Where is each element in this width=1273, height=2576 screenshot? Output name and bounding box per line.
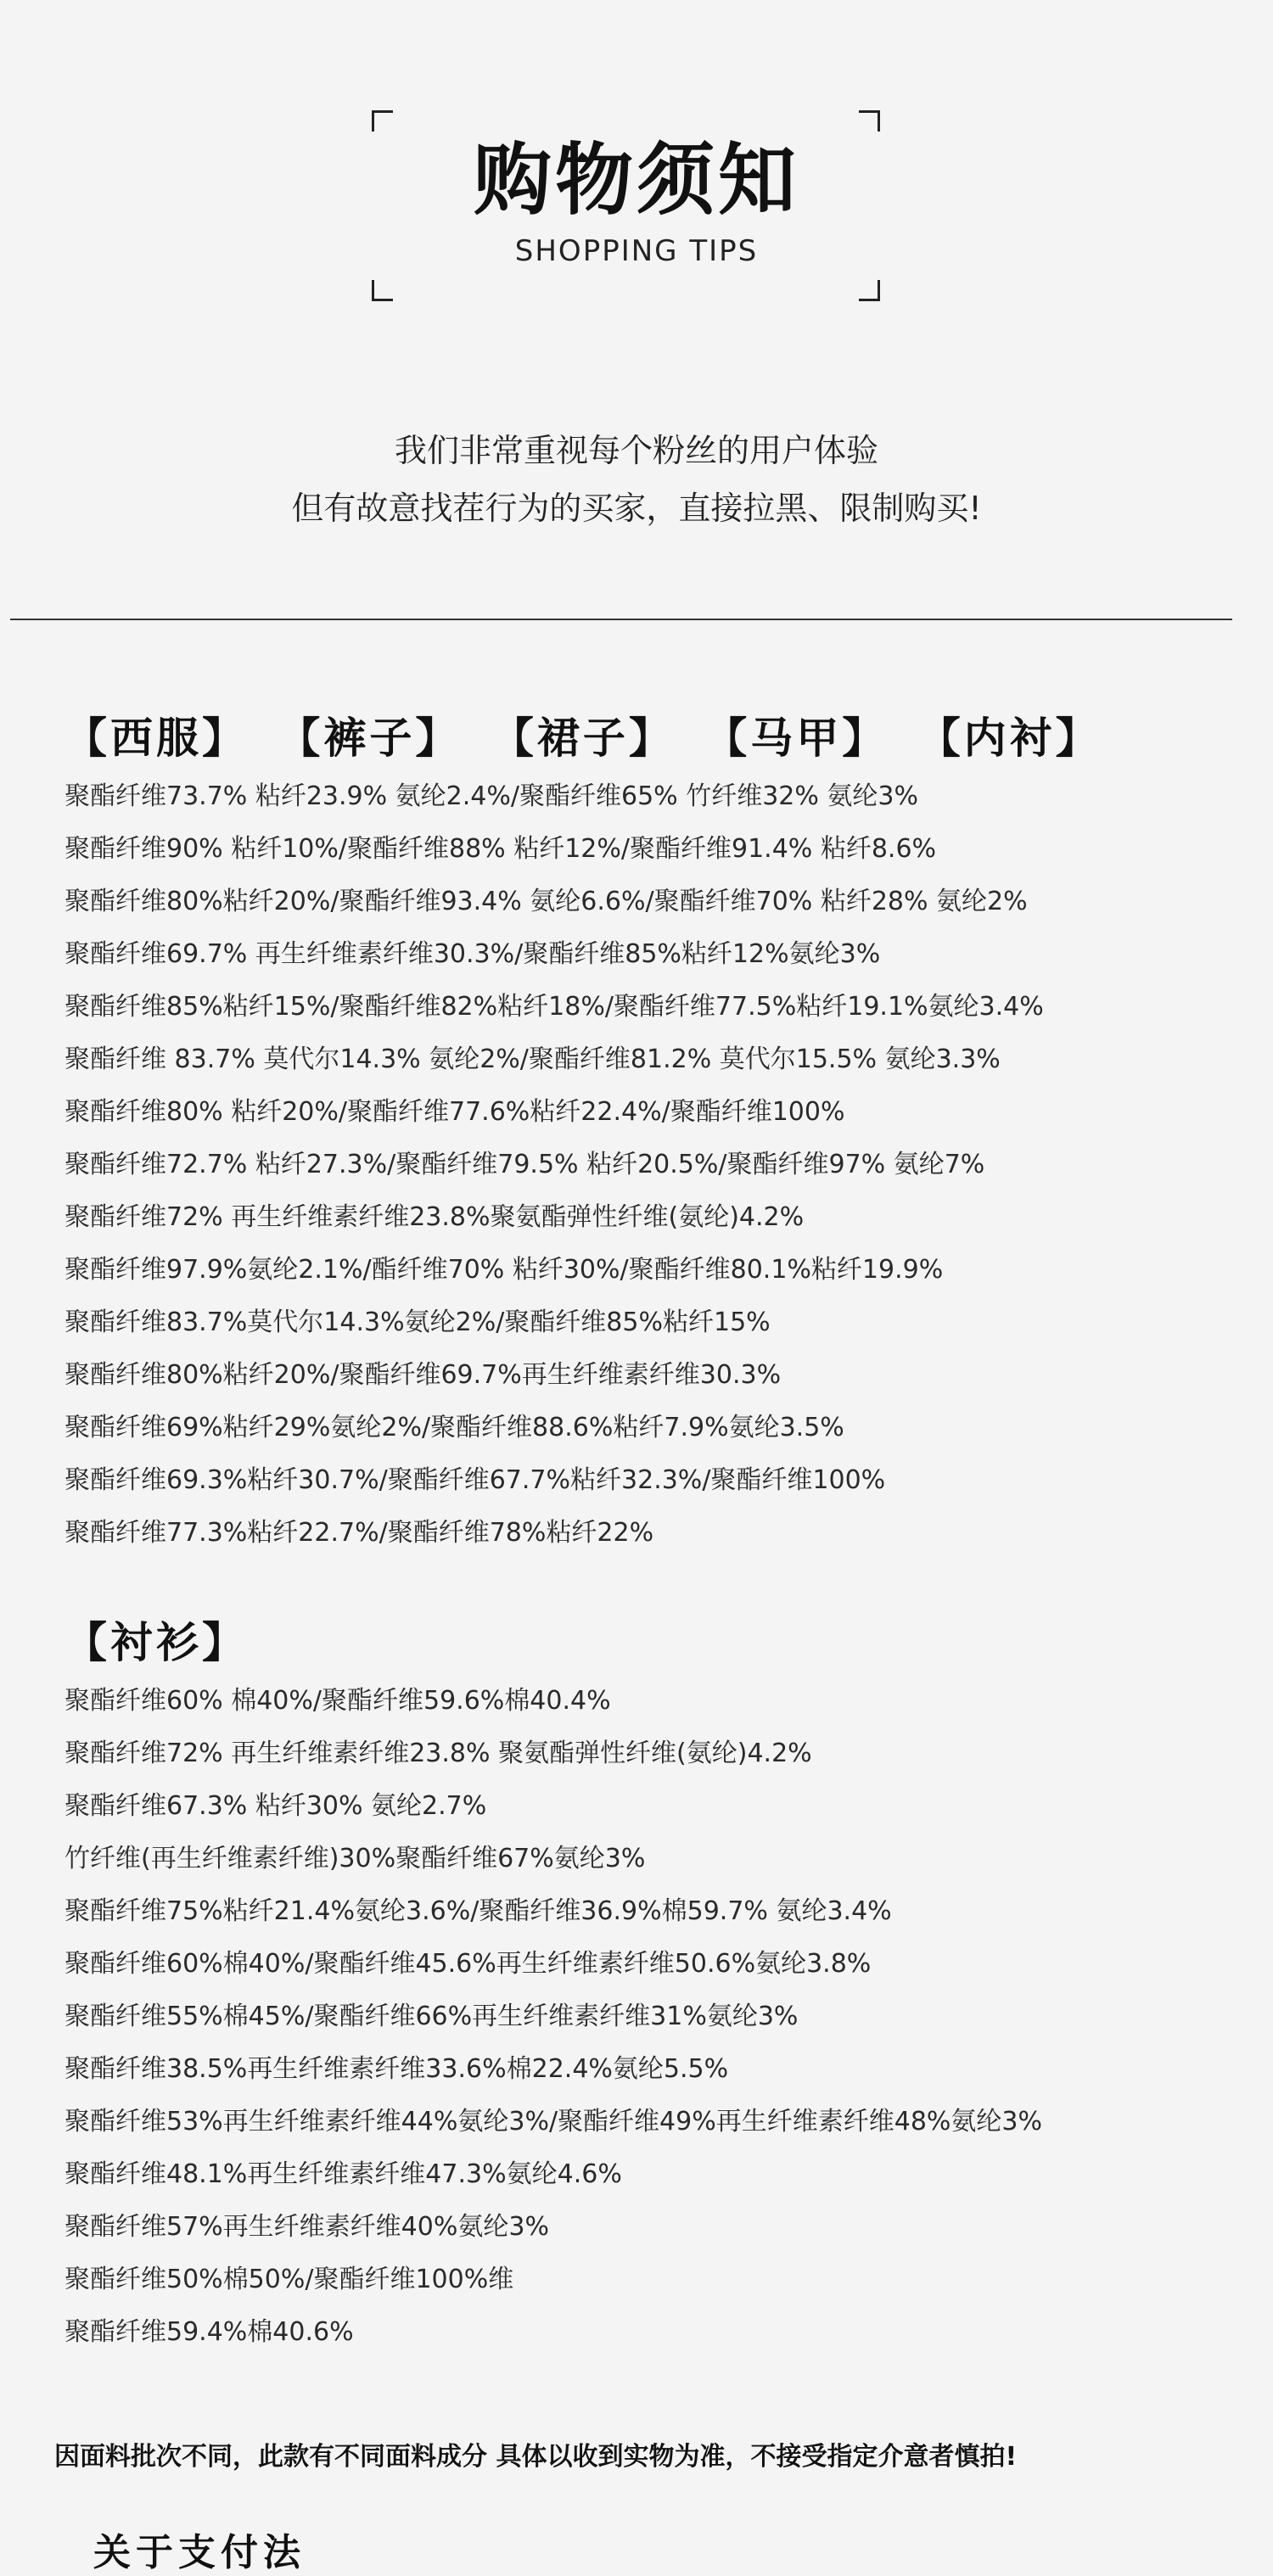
fabric-line: 聚酯纤维69.3%粘纤30.7%/聚酯纤维67.7%粘纤32.3%/聚酯纤维100% [64, 1465, 886, 1495]
fabric-line: 聚酯纤维97.9%氨纶2.1%/酯纤维70% 粘纤30%/聚酯纤维80.1%粘纤19.9% [64, 1255, 944, 1285]
suits-fabric-list [64, 770, 1113, 1560]
fabric-line: 聚酯纤维77.3%粘纤22.7%/聚酯纤维78%粘纤22% [64, 1518, 654, 1548]
shirts-heading: 【衬衫】 [64, 1618, 248, 1667]
fabric-line: 聚酯纤维69%粘纤29%氨纶2%/聚酯纤维88.6%粘纤7.9%氨纶3.5% [64, 1413, 844, 1442]
fabric-line: 聚酯纤维69.7% 再生纤维素纤维30.3%/聚酯纤维85%粘纤12%氨纶3% [64, 939, 881, 969]
shirts-fabric-list [64, 1675, 1042, 2359]
fabric-batch-notice: 因面料批次不同，此款有不同面料成分 具体以收到实物为准，不接受指定介意者慎拍! [54, 2442, 1018, 2472]
fabric-line: 聚酯纤维75%粘纤21.4%氨纶3.6%/聚酯纤维36.9%棉59.7% 氨纶3.4% [64, 1896, 892, 1926]
page-title: 购物须知 [473, 135, 799, 226]
category-lining: 【内衬】 [917, 714, 1102, 763]
fabric-line: 聚酯纤维60%棉40%/聚酯纤维45.6%再生纤维素纤维50.6%氨纶3.8% [64, 1949, 872, 1979]
next-section-heading: 关于支付法 [93, 2531, 306, 2574]
shirts-section [64, 1610, 1042, 2359]
category-pants: 【裤子】 [278, 714, 462, 763]
fabric-line: 聚酯纤维50%棉50%/聚酯纤维100%维 [64, 2265, 514, 2294]
fabric-line: 聚酯纤维73.7% 粘纤23.9% 氨纶2.4%/聚酯纤维65% 竹纤维32% 氨纶3% [64, 781, 919, 811]
fabric-line: 聚酯纤维72% 再生纤维素纤维23.8%聚氨酯弹性纤维(氨纶)4.2% [64, 1202, 805, 1232]
frame-corner-top-left [372, 110, 393, 132]
page-subtitle: SHOPPING TIPS [514, 234, 759, 268]
fabric-line: 聚酯纤维90% 粘纤10%/聚酯纤维88% 粘纤12%/聚酯纤维91.4% 粘纤8.6% [64, 834, 937, 864]
suits-section [64, 706, 1113, 1560]
fabric-line: 聚酯纤维38.5%再生纤维素纤维33.6%棉22.4%氨纶5.5% [64, 2054, 729, 2084]
fabric-line: 聚酯纤维80%粘纤20%/聚酯纤维93.4% 氨纶6.6%/聚酯纤维70% 粘纤28% 氨纶2% [64, 887, 1028, 916]
fabric-line: 聚酯纤维 83.7% 莫代尔14.3% 氨纶2%/聚酯纤维81.2% 莫代尔15.5% 氨纶3.3% [64, 1044, 1001, 1074]
suits-category-heading [64, 706, 1113, 770]
fabric-line: 聚酯纤维80%粘纤20%/聚酯纤维69.7%再生纤维素纤维30.3% [64, 1360, 782, 1390]
category-skirt: 【裙子】 [491, 714, 675, 763]
frame-corner-top-right [859, 110, 880, 132]
fabric-line: 聚酯纤维59.4%棉40.6% [64, 2317, 354, 2347]
category-vest: 【马甲】 [704, 714, 889, 763]
frame-corner-bottom-left [372, 280, 393, 301]
category-suit: 【西服】 [64, 714, 248, 763]
fabric-line: 聚酯纤维60% 棉40%/聚酯纤维59.6%棉40.4% [64, 1686, 611, 1716]
fabric-line: 竹纤维(再生纤维素纤维)30%聚酯纤维67%氨纶3% [64, 1844, 646, 1873]
fabric-line: 聚酯纤维53%再生纤维素纤维44%氨纶3%/聚酯纤维49%再生纤维素纤维48%氨纶3% [64, 2107, 1043, 2136]
fabric-line: 聚酯纤维83.7%莫代尔14.3%氨纶2%/聚酯纤维85%粘纤15% [64, 1308, 771, 1337]
intro-line-2: 但有故意找茬行为的买家，直接拉黑、限制购买! [291, 490, 982, 527]
section-divider [10, 619, 1232, 620]
fabric-line: 聚酯纤维55%棉45%/聚酯纤维66%再生纤维素纤维31%氨纶3% [64, 2002, 799, 2031]
fabric-line: 聚酯纤维57%再生纤维素纤维40%氨纶3% [64, 2212, 549, 2242]
fabric-line: 聚酯纤维72% 再生纤维素纤维23.8% 聚氨酯弹性纤维(氨纶)4.2% [64, 1739, 812, 1768]
fabric-line: 聚酯纤维80% 粘纤20%/聚酯纤维77.6%粘纤22.4%/聚酯纤维100% [64, 1097, 845, 1127]
fabric-line: 聚酯纤维67.3% 粘纤30% 氨纶2.7% [64, 1791, 487, 1821]
fabric-line: 聚酯纤维48.1%再生纤维素纤维47.3%氨纶4.6% [64, 2159, 622, 2189]
fabric-line: 聚酯纤维85%粘纤15%/聚酯纤维82%粘纤18%/聚酯纤维77.5%粘纤19.1%氨纶3.4% [64, 992, 1044, 1022]
intro-line-1: 我们非常重视每个粉丝的用户体验 [394, 432, 878, 469]
frame-corner-bottom-right [859, 280, 880, 301]
fabric-line: 聚酯纤维72.7% 粘纤27.3%/聚酯纤维79.5% 粘纤20.5%/聚酯纤维97% 氨纶7% [64, 1150, 985, 1179]
